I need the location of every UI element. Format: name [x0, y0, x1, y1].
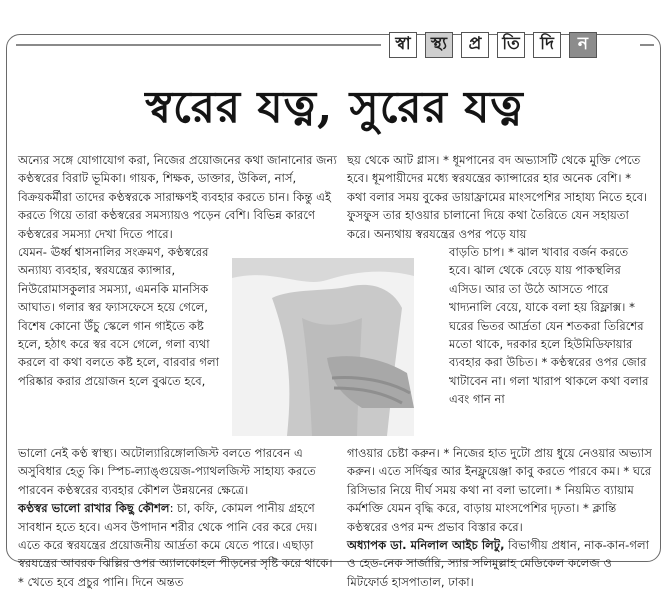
neck-photo — [232, 258, 414, 436]
section-banner — [389, 32, 597, 58]
right-tail-paragraph: গাওয়ার চেষ্টা করুন। * নিজের হাত দুটো প্রায় ধুয়ে নেওয়ার অভ্যাস করুন। এতে সর্দিজ্বর আর ইনফ্লুয়েঞ্জা কাবু করতে পারবে কম। * ঘরে রিসিভার নিয়ে দীর্ঘ সময় কথা না বলা ভালো। * নিয়মিত ব্যায়াম কর্মশক্তি যেমন বৃদ্ধি করে, বাড়ায় মাংসপেশির দৃঢ়তা। * ক্লান্তি কণ্ঠস্বরের ওপর মন্দ প্রভাব বিস্তার করে। — [347, 446, 652, 534]
tips-text: : চা, কফি, কোমল পানীয় গ্রহণে সাবধান হতে হবে। এসব উপাদান শরীর থেকে পানি বের করে দেয়। এতে করে স্বরযন্ত্রের প্রয়োজনীয় আর্দ্রতা কমে যেতে পারে। এছাড়া স্বরযন্ত্রের আবরক ঝিল্লির ওপর অ্যালকোহল পীড়নের সৃষ্টি করে থাকে। * খেতে হবে প্রচুর পানি। দিনে অন্তত — [18, 501, 333, 589]
banner-block: স্থ্য — [425, 32, 453, 58]
tips-paragraph — [18, 499, 340, 591]
intro-paragraph: অন্যের সঙ্গে যোগাযোগ করা, নিজের প্রয়োজনের কথা জানানোর জন্য কণ্ঠস্বরের বিরাট ভূমিকা। গায়ক, শিক্ষক, ডাক্তার, উকিল, নার্স, বিক্রয়কর্মীরা তাদের কণ্ঠস্বরকে সারাক্ষণই ব্যবহার করতে চান। কিন্তু এই করতে গিয়ে তারা কণ্ঠস্বরের সমস্যায়ও পড়েন বেশি। বিভিন্ন কারণে কণ্ঠস্বরের সমস্যা দেখা দিতে পারে। — [18, 153, 337, 241]
column-left-tail — [18, 444, 340, 591]
banner-block: দি — [533, 32, 561, 58]
banner-block: প্র — [461, 32, 489, 58]
tips-heading: কণ্ঠস্বর ভালো রাখার কিছু কৌশল — [18, 501, 170, 516]
right-wrap-paragraph: বাড়তি চাপ। * ঝাল খাবার বর্জন করতে হবে। ঝাল থেকে বেড়ে যায় পাকস্থলির এসিড। আর তা উঠে আসতে পারে খাদ্যনালি বেয়ে, যাকে বলা হয় রিফ্লাক্স। * ঘরের ভিতর আর্দ্রতা যেন শতকরা তিরিশের মতো থাকে, দরকার হলে হিউমিডিফায়ার ব্যবহার করা উচিত। * কণ্ঠস্বরের ওপর জোর খাটাবেন না। গলা খারাপ থাকলে কথা বলার এবং গান না — [449, 245, 649, 407]
banner-block: ন — [569, 32, 597, 58]
banner-block: স্বা — [389, 32, 417, 58]
tail-paragraph: ভালো নেই কণ্ঠ স্বাস্থ্য। অটোল্যারিঙ্গোলজিস্ট বলতে পারবেন এ অসুবিধার হেতু কি। স্পিচ-ল্যাঙ্গুয়েজ-প্যাথলজিস্ট সাহায্য করতে পারবেন কণ্ঠস্বরের ব্যবহার কৌশল উন্নয়নের ক্ষেত্রে। — [18, 446, 316, 497]
header-rule-end — [640, 44, 654, 46]
header-rule — [16, 44, 381, 46]
banner-block: তি — [497, 32, 525, 58]
right-top-paragraph: ছয় থেকে আট গ্লাস। * ধূমপানের বদ অভ্যাসটি থেকে মুক্তি পেতে হবে। ধূমপায়ীদের মধ্যে স্বরযন্ত্রের ক্যান্সারের হার অনেক বেশি। * কথা বলার সময় বুকের ডায়াফ্রামের মাংসপেশির সাহায্য নিতে হবে। ফুসফুস তার হাওয়ার চালানো দিয়ে কথা তৈরিতে যেন সহায়তা করে। অন্যথায় স্বরযন্ত্রের ওপর পড়ে যায় — [347, 153, 648, 241]
author-paragraph — [347, 536, 652, 591]
author-info: বিভাগীয় প্রধান, নাক-কান-গলা ও হেড-নেক সার্জারি, স্যার সলিমুল্লাহ মেডিকেল কলেজ ও মিটফোর্ড হাসপাতাল, ঢাকা। — [347, 538, 649, 589]
article-title: স্বরের যত্ন, সুরের যত্ন — [145, 82, 524, 133]
wrap-paragraph: যেমন- ঊর্ধ্ব শ্বাসনালির সংক্রমণ, কণ্ঠস্বরের অন্যায্য ব্যবহার, স্বরযন্ত্রের ক্যান্সার, নিউরোমাসকুলার সমস্যা, এমনকি মানসিক আঘাত। গলার স্বর ফ্যাসফেসে হয়ে গেলে, বিশেষ কোনো উঁচু স্কেলে গান গাইতে কষ্ট হলে, হঠাৎ করে স্বর বসে গেলে, গলা ব্যথা করলে বা কথা বলতে কষ্ট হলে, বারবার গলা পরিষ্কার করার প্রয়োজন হলে বুঝতে হবে, — [18, 245, 219, 388]
author-name: অধ্যাপক ডা. মনিলাল আইচ লিটু, — [347, 538, 505, 553]
column-right-tail — [347, 444, 652, 591]
